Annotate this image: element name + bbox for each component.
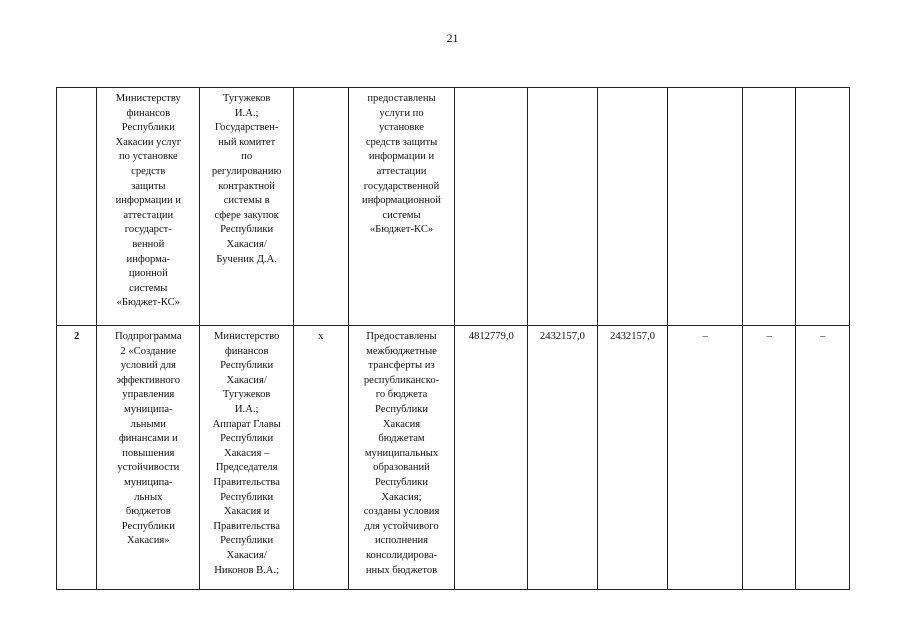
- text-line: государст-: [124, 224, 172, 236]
- text-line: по установке: [118, 151, 178, 163]
- value-cell: –: [668, 326, 743, 590]
- text-line: защиты: [131, 180, 166, 192]
- text-line: Хакасия и: [223, 506, 270, 518]
- value-cell: [455, 88, 528, 326]
- text-line: И.А.;: [234, 403, 259, 415]
- text-line: Республики: [220, 360, 274, 372]
- text-line: Хакасия: [382, 418, 421, 430]
- text-line: Министерство: [214, 331, 280, 342]
- text-line: консолидирова-: [365, 549, 438, 561]
- x-mark-cell: [294, 88, 348, 326]
- value-cell: 4812779,0: [455, 326, 528, 590]
- text-line: информации и: [368, 151, 435, 163]
- responsible-cell: [200, 88, 294, 326]
- text-line: образований: [373, 462, 430, 474]
- table-row: [57, 326, 850, 590]
- text-line: Хакасия»: [127, 535, 170, 547]
- text-line: Хакасии услуг: [115, 136, 182, 148]
- text-line: исполнения: [374, 535, 429, 547]
- text-line: финансами и: [118, 433, 178, 445]
- value-cell: –: [796, 326, 850, 590]
- text-line: Республики: [220, 535, 274, 547]
- text-line: регулированию: [211, 165, 282, 177]
- text-line: Бученик Д.А.: [216, 253, 277, 265]
- text-line: Хакасия –: [224, 447, 270, 459]
- text-line: ционной: [128, 268, 168, 280]
- value-cell: [743, 88, 796, 326]
- text-line: Республики: [374, 476, 429, 488]
- program-table: [56, 87, 850, 590]
- text-line: Хакасия/: [226, 549, 267, 561]
- text-line: услуги по: [379, 107, 424, 119]
- text-line: по: [241, 151, 253, 163]
- text-line: Тугужеков: [222, 93, 271, 104]
- text-line: «Бюджет-КС»: [116, 297, 180, 309]
- responsible-cell: [200, 326, 294, 590]
- text-line: средств защиты: [365, 136, 438, 148]
- text-line: Правительства: [213, 476, 280, 488]
- text-line: системы в: [223, 195, 270, 207]
- value-cell: [668, 88, 743, 326]
- event-name-cell: [97, 88, 200, 326]
- text-line: Никонов В.А.;: [214, 564, 280, 576]
- text-line: Республики: [220, 433, 274, 445]
- value-cell: [796, 88, 850, 326]
- text-line: Предоставлены: [366, 331, 437, 342]
- text-line: управления: [122, 389, 175, 401]
- text-line: «Бюджет-КС»: [369, 224, 434, 236]
- x-mark-cell: х: [294, 326, 348, 590]
- text-line: аттестации: [376, 165, 427, 177]
- text-line: Республики: [121, 520, 175, 532]
- text-line: устойчивости: [117, 462, 180, 474]
- text-line: бюджетов: [125, 506, 171, 518]
- text-line: установке: [379, 122, 425, 134]
- row-number-cell: 2: [57, 326, 97, 590]
- text-line: Республики: [220, 491, 274, 503]
- text-line: предоставлены: [367, 93, 436, 104]
- text-line: Республики: [374, 403, 429, 415]
- text-line: Республики: [220, 224, 274, 236]
- text-line: Тугужеков: [222, 389, 271, 401]
- text-line: венной: [132, 238, 165, 250]
- text-line: для устойчивого: [364, 520, 439, 532]
- text-line: контрактной: [218, 180, 275, 192]
- text-line: Аппарат Главы: [212, 418, 281, 430]
- value-cell: –: [743, 326, 796, 590]
- text-line: сфере закупок: [214, 209, 279, 221]
- text-line: го бюджета: [375, 389, 428, 401]
- value-cell: [597, 88, 668, 326]
- row-number-cell: [57, 88, 97, 326]
- text-line: системы: [129, 282, 168, 294]
- text-line: Подпрограмма: [114, 331, 182, 342]
- text-line: информационной: [362, 195, 441, 207]
- text-line: аттестации: [123, 209, 174, 221]
- text-line: бюджетам: [378, 433, 425, 445]
- text-line: информа-: [126, 253, 171, 265]
- value-cell: 2432157,0: [528, 326, 598, 590]
- text-line: Хакасия/: [226, 374, 267, 386]
- text-line: республиканско-: [363, 374, 440, 386]
- page-number: 21: [446, 31, 459, 45]
- result-cell: [348, 326, 455, 590]
- text-line: нных бюджетов: [365, 564, 438, 576]
- text-line: муниципа-: [124, 403, 173, 415]
- text-line: межбюджетные: [366, 345, 437, 357]
- text-line: муниципальных: [364, 447, 439, 459]
- text-line: финансов: [224, 345, 269, 357]
- text-line: средств: [131, 165, 166, 177]
- text-line: повышения: [122, 447, 175, 459]
- text-line: И.А.;: [234, 107, 259, 119]
- value-cell: 2432157,0: [597, 326, 668, 590]
- text-line: Председателя: [215, 462, 278, 474]
- text-line: Хакасия;: [381, 491, 422, 503]
- text-line: финансов: [126, 107, 171, 119]
- text-line: льными: [130, 418, 166, 430]
- text-line: трансферты из: [368, 360, 435, 372]
- result-cell: [348, 88, 455, 326]
- text-line: условий для: [120, 360, 176, 372]
- text-line: 2 «Создание: [120, 345, 177, 357]
- text-line: эффективного: [116, 374, 181, 386]
- text-line: льных: [134, 491, 163, 503]
- text-line: Хакасия/: [226, 238, 267, 250]
- text-line: созданы условия: [363, 506, 440, 518]
- text-line: Министерству: [115, 93, 181, 104]
- text-line: ный комитет: [218, 136, 276, 148]
- table-row: [57, 88, 850, 326]
- text-line: информации и: [115, 195, 181, 207]
- text-line: системы: [382, 209, 421, 221]
- text-line: муниципа-: [124, 476, 173, 488]
- text-line: Республики: [121, 122, 175, 134]
- text-line: государственной: [363, 180, 440, 192]
- text-line: Правительства: [213, 520, 280, 532]
- text-line: Государствен-: [214, 122, 279, 134]
- event-name-cell: [97, 326, 200, 590]
- value-cell: [528, 88, 598, 326]
